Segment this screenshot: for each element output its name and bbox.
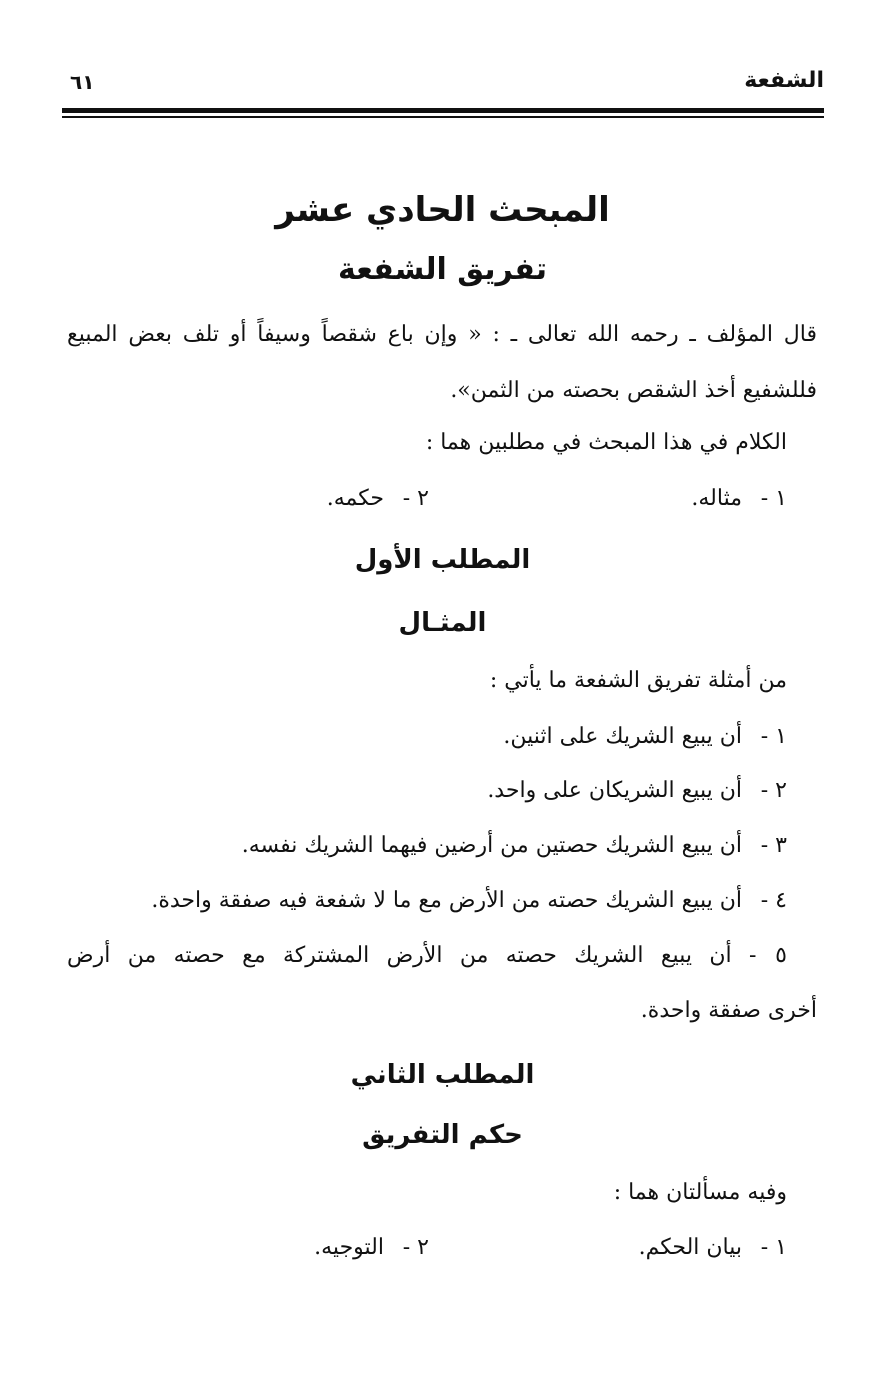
example-item-2 <box>487 778 787 803</box>
section-1-lead: من أمثلة تفريق الشفعة ما يأتي : <box>489 668 787 693</box>
outline-item-text: بيان الحكم. <box>638 1235 742 1260</box>
outline-item-text: مثاله. <box>691 486 742 511</box>
example-number: ٣ - <box>760 833 787 858</box>
chapter-title: المبحث الحادي عشر <box>275 190 610 230</box>
ruling-outline-item-1 <box>639 1235 787 1260</box>
running-head: الشفعة <box>744 68 824 93</box>
chapter-subtitle: تفريق الشفعة <box>337 252 548 287</box>
example-text: أن يبيع الشريك على اثنين. <box>503 724 742 749</box>
example-item-5-continuation: أخرى صفقة واحدة. <box>640 998 817 1023</box>
example-text: أن يبيع الشريك حصتين من أرضين فيهما الشريك نفسه. <box>241 833 742 858</box>
outline-item-number: ٢ - <box>402 486 429 511</box>
outline-item-number: ٢ - <box>402 1235 429 1260</box>
example-number: ٥ - <box>749 943 787 968</box>
ruling-outline-item-2 <box>314 1235 429 1260</box>
example-item-5 <box>67 943 787 968</box>
outline-item-text: حكمه. <box>326 486 384 511</box>
example-item-1 <box>503 724 787 749</box>
example-text: أن يبيع الشريك حصته من الأرض المشتركة مع حصته من أرض <box>67 943 732 968</box>
section-2-title: المطلب الثاني <box>350 1060 535 1090</box>
outline-item-1 <box>691 486 787 511</box>
example-text: أن يبيع الشريك حصته من الأرض مع ما لا شفعة فيه صفقة واحدة. <box>151 888 742 913</box>
intro-line-1: قال المؤلف ـ رحمه الله تعالى ـ : « وإن باع شقصاً وسيفاً أو تلف بعض المبيع <box>67 322 817 347</box>
intro-line-2: فللشفيع أخذ الشقص بحصته من الثمن». <box>450 378 817 403</box>
page-number: ٦١ <box>70 70 95 94</box>
example-number: ٢ - <box>760 778 787 803</box>
section-1-title: المطلب الأول <box>354 545 531 575</box>
example-item-4 <box>151 888 787 913</box>
example-number: ٤ - <box>760 888 787 913</box>
example-text: أن يبيع الشريكان على واحد. <box>487 778 742 803</box>
section-1-subtitle: المثـال <box>398 608 487 638</box>
outline-item-number: ١ - <box>760 486 787 511</box>
example-number: ١ - <box>760 724 787 749</box>
section-2-subtitle: حكم التفريق <box>362 1120 523 1150</box>
example-item-3 <box>242 833 787 858</box>
intro-line-3: الكلام في هذا المبحث في مطلبين هما : <box>425 430 787 455</box>
section-2-lead: وفيه مسألتان هما : <box>613 1180 787 1205</box>
outline-item-number: ١ - <box>760 1235 787 1260</box>
outline-item-text: التوجيه. <box>314 1235 384 1260</box>
outline-item-2 <box>327 486 429 511</box>
